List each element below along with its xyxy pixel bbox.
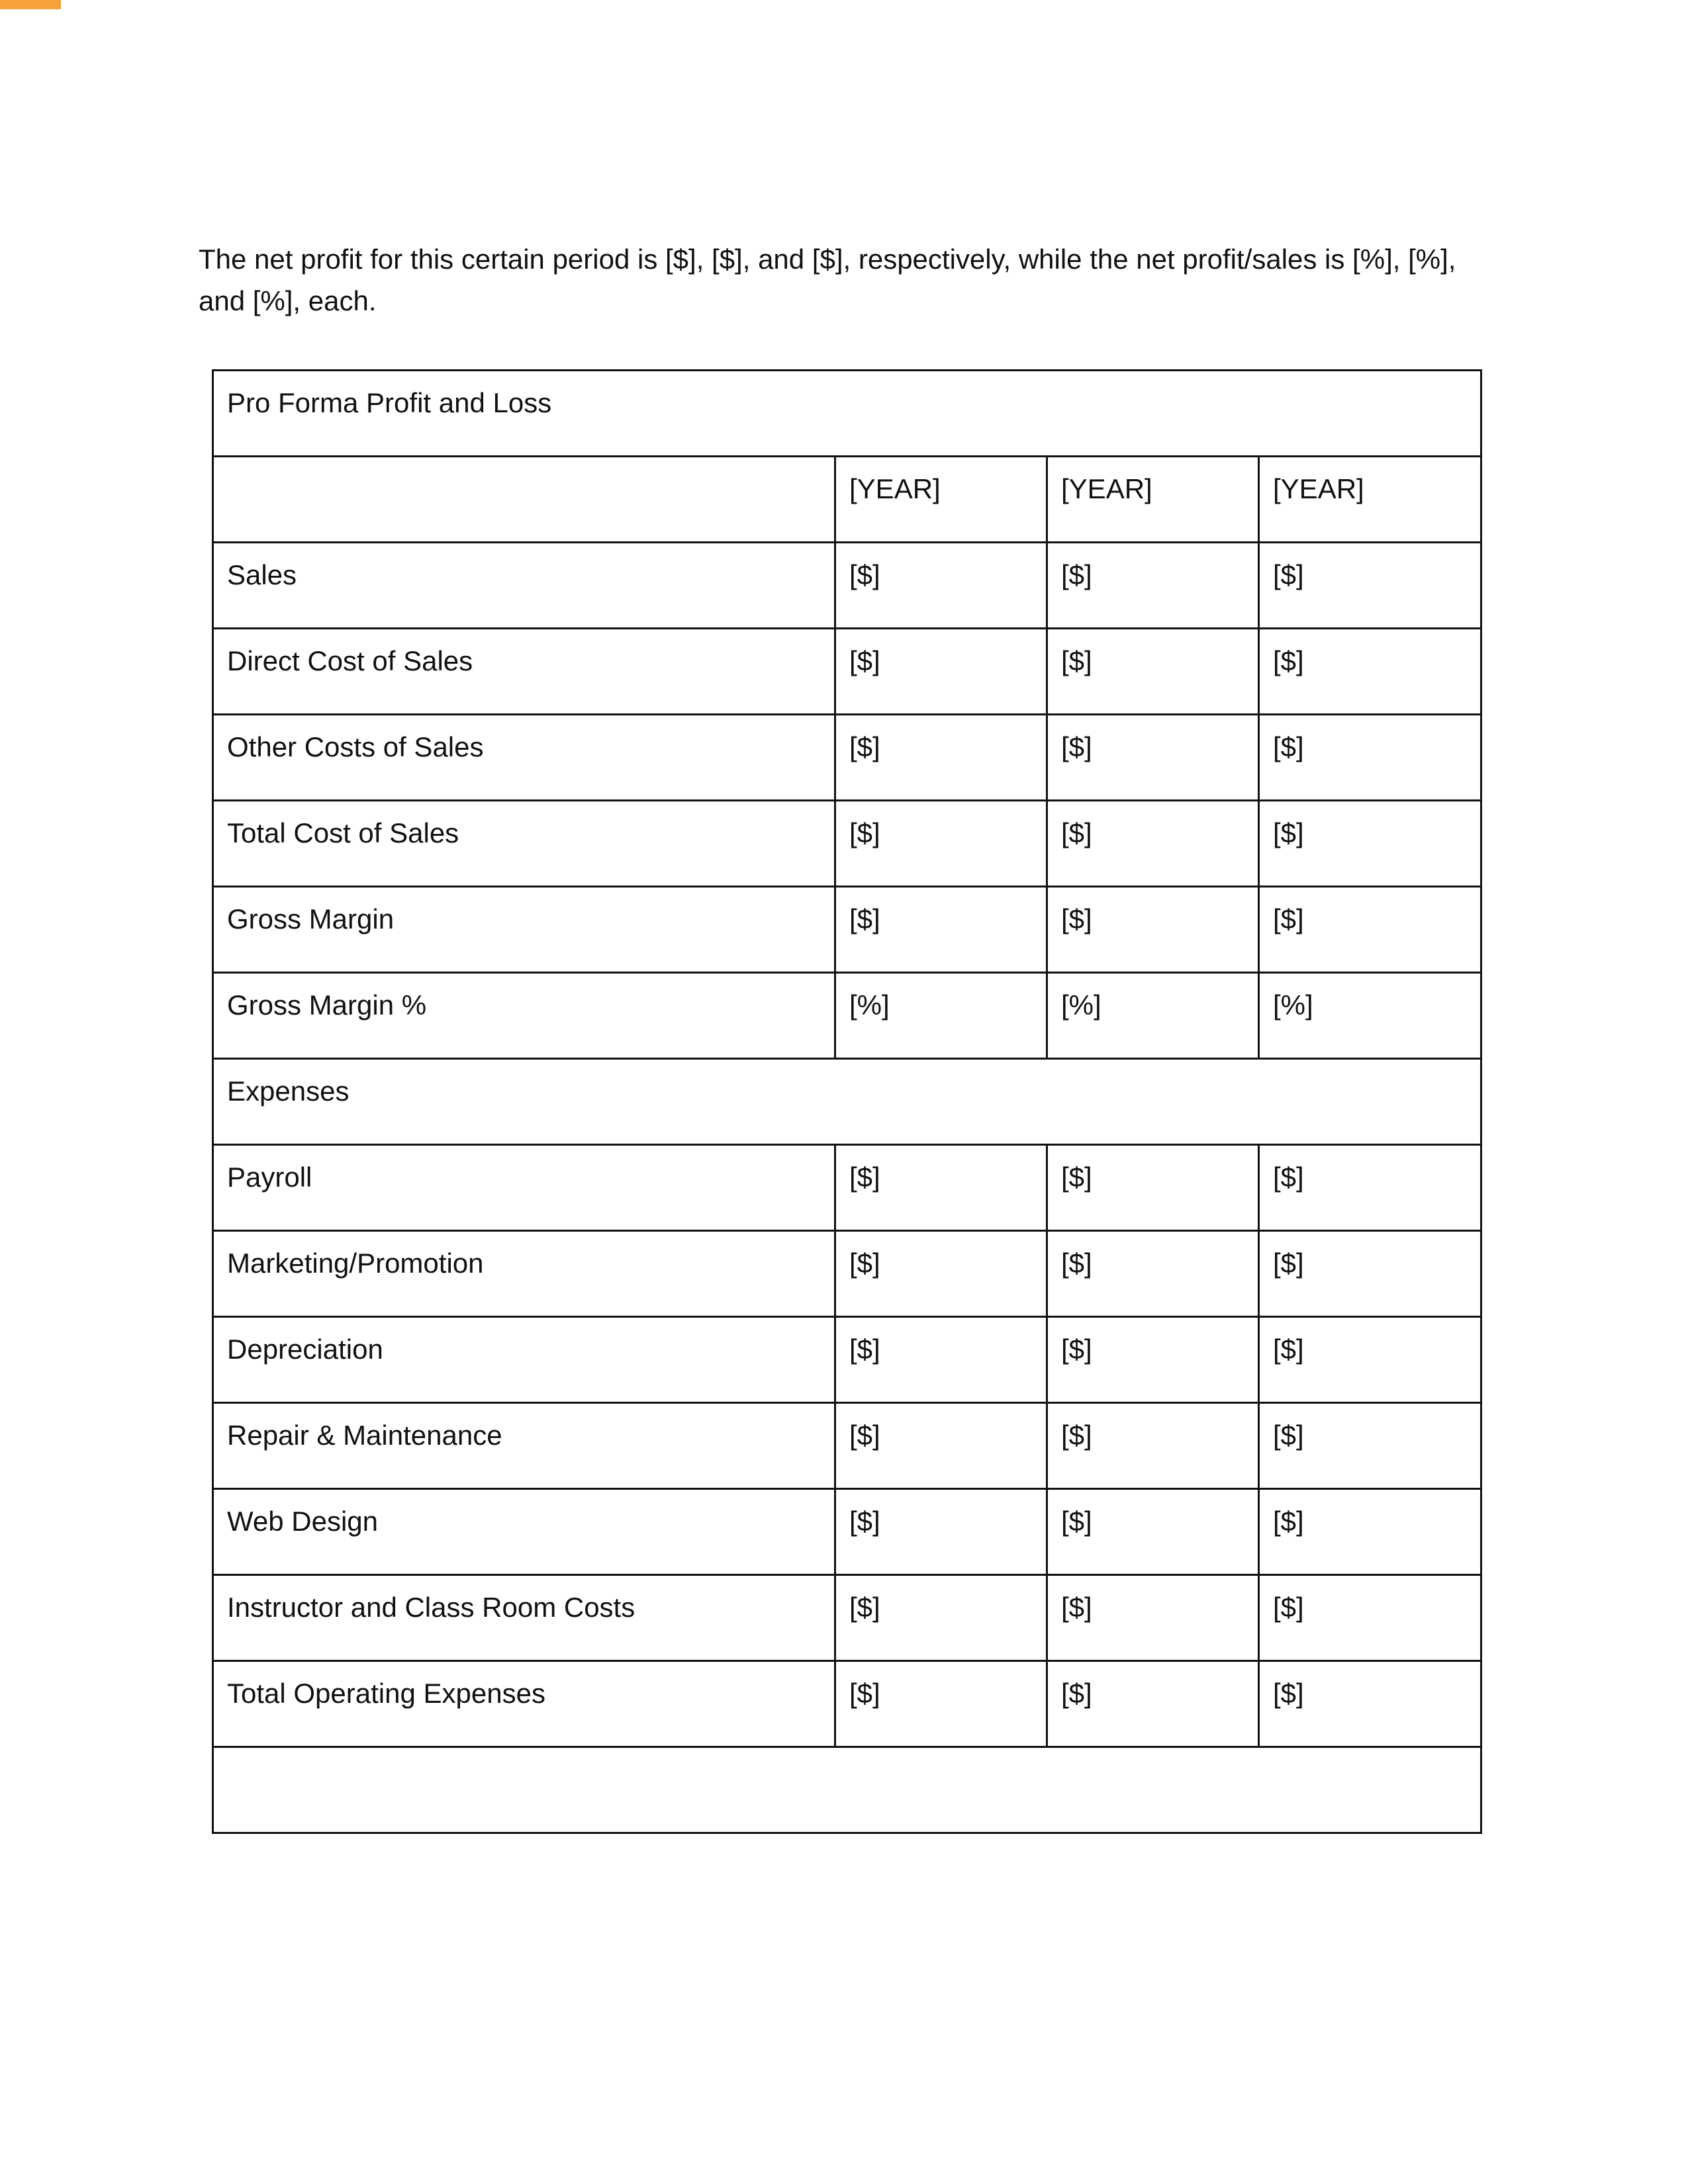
row-value-3: [$] xyxy=(1259,1489,1481,1575)
table-row xyxy=(213,715,1481,801)
row-label: Direct Cost of Sales xyxy=(213,629,835,715)
section-label-expenses: Expenses xyxy=(213,1059,1481,1145)
table-title-row xyxy=(213,371,1481,457)
header-empty-cell xyxy=(213,457,835,543)
row-value-2: [$] xyxy=(1047,715,1259,801)
row-value-2: [$] xyxy=(1047,887,1259,973)
row-value-2: [$] xyxy=(1047,1661,1259,1747)
row-value-3: [$] xyxy=(1259,1661,1481,1747)
row-label: Web Design xyxy=(213,1489,835,1575)
row-value-2: [$] xyxy=(1047,801,1259,887)
row-value-2: [%] xyxy=(1047,973,1259,1059)
empty-footer-row xyxy=(213,1747,1481,1833)
section-row-expenses xyxy=(213,1059,1481,1145)
row-label: Other Costs of Sales xyxy=(213,715,835,801)
row-value-3: [$] xyxy=(1259,1575,1481,1661)
row-value-2: [$] xyxy=(1047,1489,1259,1575)
year-header-1: [YEAR] xyxy=(835,457,1047,543)
intro-paragraph: The net profit for this certain period is [$], [$], and [$], respectively, while the net profit/sales is [%], [%], and [%], each. xyxy=(199,244,1456,316)
row-value-3: [$] xyxy=(1259,801,1481,887)
table-row xyxy=(213,1661,1481,1747)
table-row xyxy=(213,629,1481,715)
table-row xyxy=(213,887,1481,973)
row-value-3: [$] xyxy=(1259,543,1481,629)
row-label: Total Operating Expenses xyxy=(213,1661,835,1747)
row-value-2: [$] xyxy=(1047,1403,1259,1489)
table-row xyxy=(213,801,1481,887)
table-title: Pro Forma Profit and Loss xyxy=(213,371,1481,457)
year-header-2: [YEAR] xyxy=(1047,457,1259,543)
row-value-2: [$] xyxy=(1047,1231,1259,1317)
row-label: Gross Margin xyxy=(213,887,835,973)
row-value-1: [%] xyxy=(835,973,1047,1059)
row-label: Payroll xyxy=(213,1145,835,1231)
table-row xyxy=(213,543,1481,629)
row-value-1: [$] xyxy=(835,887,1047,973)
row-value-3: [$] xyxy=(1259,1145,1481,1231)
table-row xyxy=(213,1489,1481,1575)
row-label: Sales xyxy=(213,543,835,629)
row-label: Gross Margin % xyxy=(213,973,835,1059)
header-accent-bar xyxy=(0,0,61,9)
row-value-3: [$] xyxy=(1259,629,1481,715)
row-value-3: [%] xyxy=(1259,973,1481,1059)
row-value-1: [$] xyxy=(835,1403,1047,1489)
row-value-1: [$] xyxy=(835,1661,1047,1747)
year-header-3: [YEAR] xyxy=(1259,457,1481,543)
table-row xyxy=(213,1403,1481,1489)
row-value-3: [$] xyxy=(1259,715,1481,801)
table-row xyxy=(213,1317,1481,1403)
row-value-1: [$] xyxy=(835,543,1047,629)
row-value-1: [$] xyxy=(835,629,1047,715)
empty-footer-cell xyxy=(213,1747,1481,1833)
row-value-2: [$] xyxy=(1047,629,1259,715)
table-row xyxy=(213,973,1481,1059)
table-row xyxy=(213,1145,1481,1231)
row-value-1: [$] xyxy=(835,801,1047,887)
row-label: Instructor and Class Room Costs xyxy=(213,1575,835,1661)
table-header-row xyxy=(213,457,1481,543)
row-value-2: [$] xyxy=(1047,1145,1259,1231)
row-value-3: [$] xyxy=(1259,887,1481,973)
row-value-1: [$] xyxy=(835,1575,1047,1661)
row-label: Repair & Maintenance xyxy=(213,1403,835,1489)
row-value-2: [$] xyxy=(1047,1317,1259,1403)
row-value-2: [$] xyxy=(1047,1575,1259,1661)
row-value-1: [$] xyxy=(835,1231,1047,1317)
row-value-1: [$] xyxy=(835,715,1047,801)
row-value-3: [$] xyxy=(1259,1403,1481,1489)
row-value-1: [$] xyxy=(835,1317,1047,1403)
table-row xyxy=(213,1575,1481,1661)
row-label: Total Cost of Sales xyxy=(213,801,835,887)
profit-loss-table xyxy=(212,369,1482,1834)
row-value-1: [$] xyxy=(835,1145,1047,1231)
row-value-3: [$] xyxy=(1259,1231,1481,1317)
table-row xyxy=(213,1231,1481,1317)
row-label: Depreciation xyxy=(213,1317,835,1403)
row-value-1: [$] xyxy=(835,1489,1047,1575)
row-value-3: [$] xyxy=(1259,1317,1481,1403)
row-label: Marketing/Promotion xyxy=(213,1231,835,1317)
row-value-2: [$] xyxy=(1047,543,1259,629)
